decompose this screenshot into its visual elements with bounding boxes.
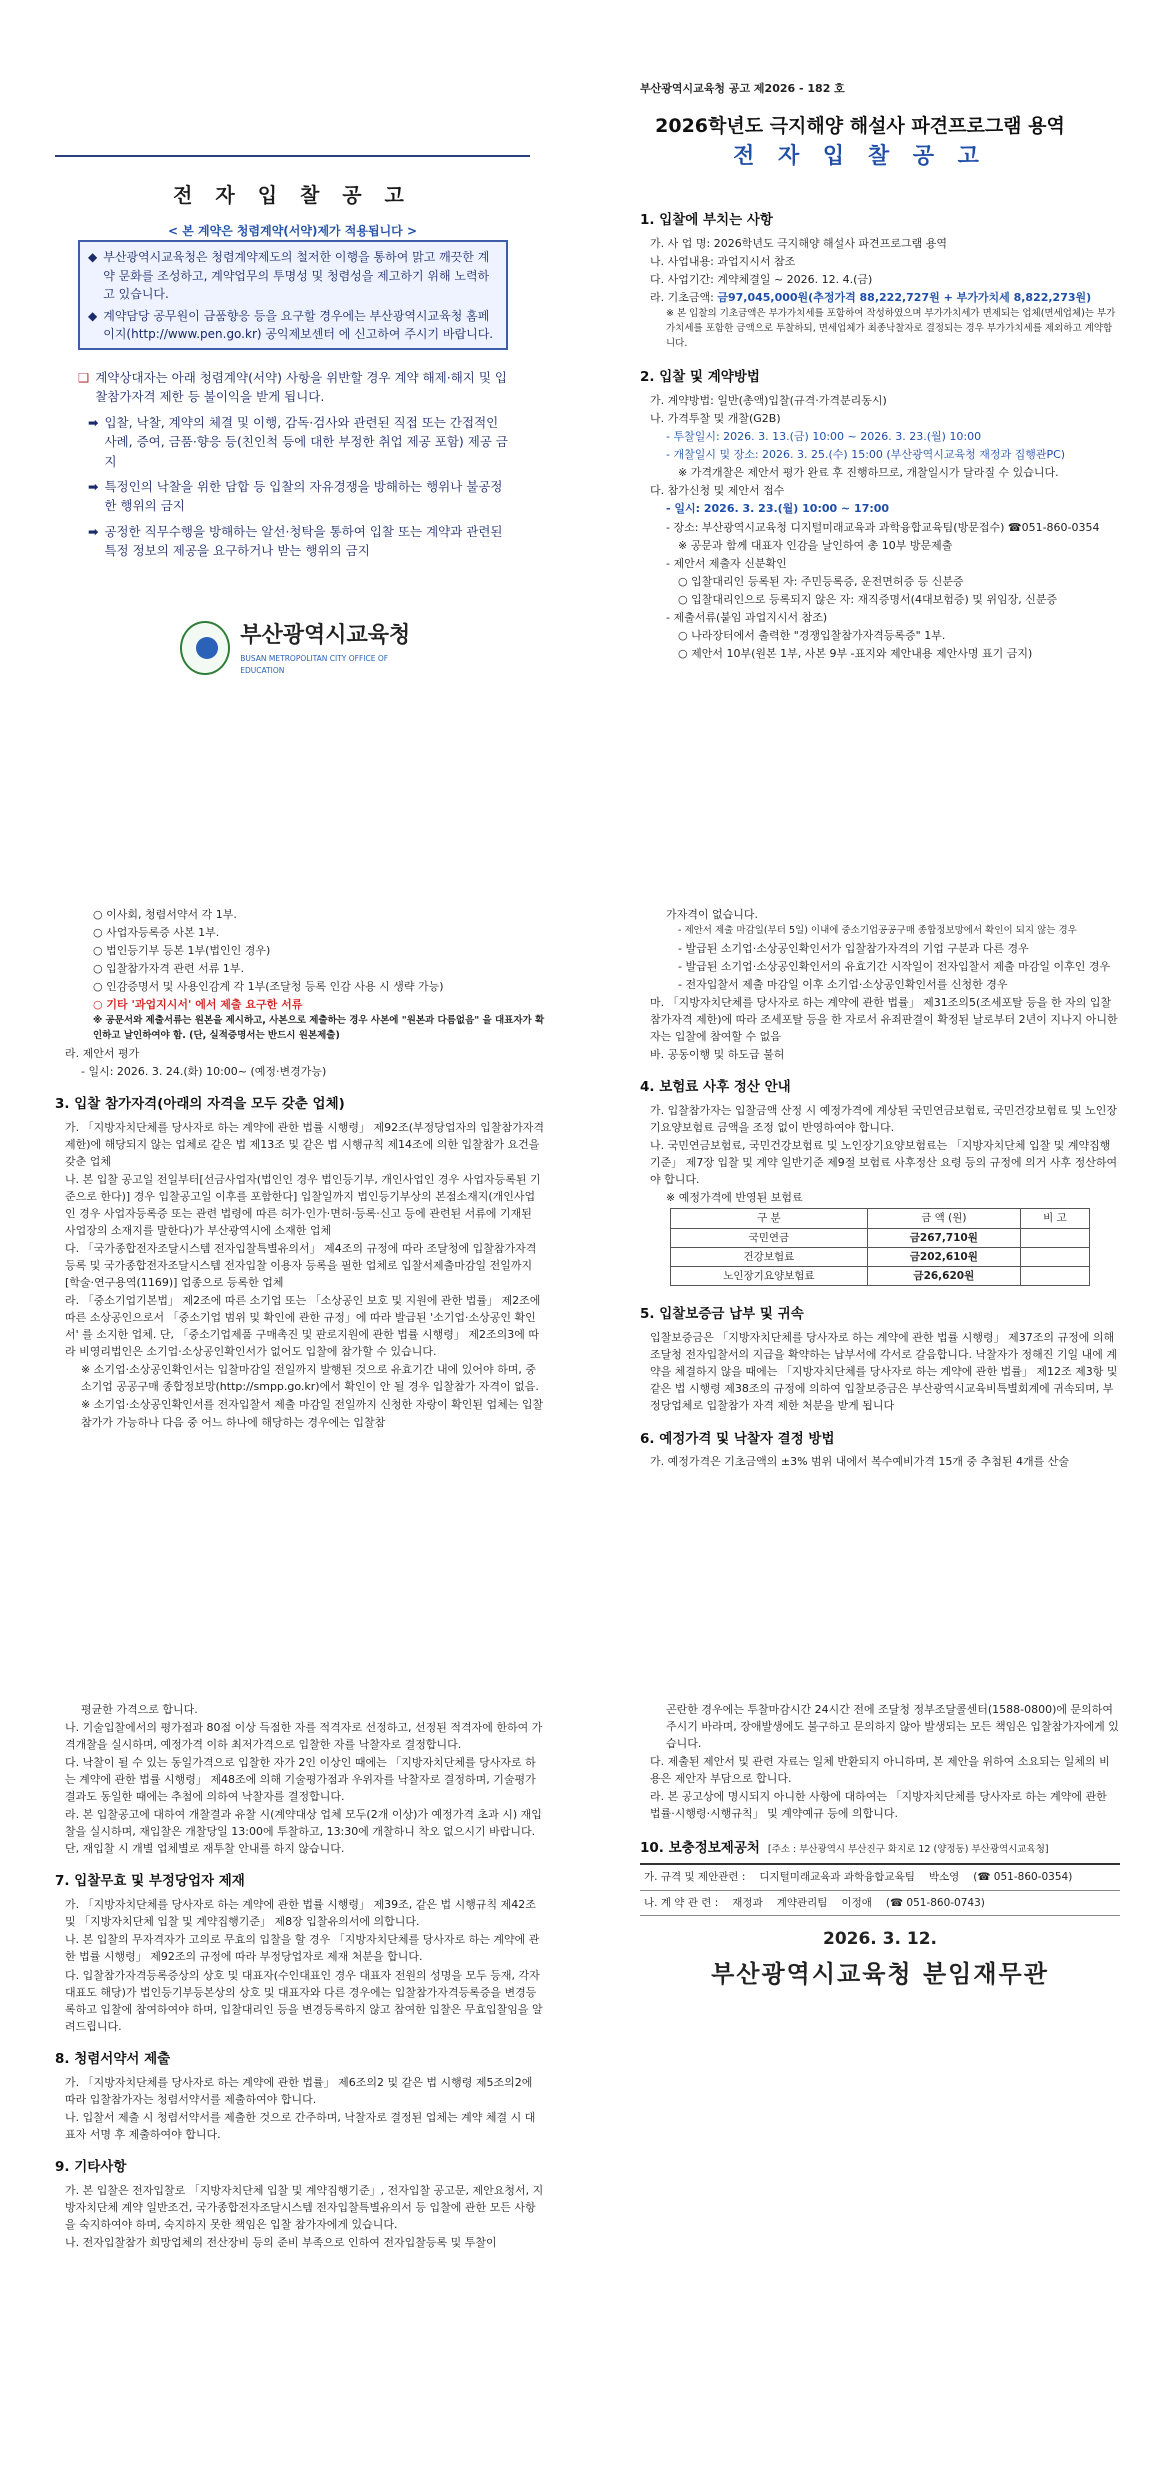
section-line: 가. 계약방법: 일반(총액)입찰(규격·가격분리동시) xyxy=(650,394,887,408)
contact-address: [주소 : 부산광역시 부산진구 화지로 12 (양정동) 부산광역시교육청] xyxy=(767,1844,1049,1856)
section-2-continued xyxy=(55,905,545,1432)
section-3-continued xyxy=(640,905,1120,1471)
section-line: 나. 가격투찰 및 개찰(G2B) xyxy=(650,412,781,426)
table-row: 국민연금 금267,710원 xyxy=(671,1228,1090,1247)
section-line: - 발급된 소기업·소상공인확인서가 입찰참가자격의 기업 구분과 다른 경우 xyxy=(678,941,1029,955)
section-note: ※ 가격개찰은 제안서 평가 완료 후 진행하므로, 개찰일시가 달라질 수 있습니다. xyxy=(678,466,1059,480)
contact-table xyxy=(640,1863,1120,1916)
section-title: 10. 보충정보제공처 xyxy=(640,1840,760,1857)
section-line: 가. 「지방자치단체를 당사자로 하는 계약에 관한 법률 시행령」 제92조(부정당업자의 입찰참가자격 제한)에 해당되지 않는 업체로 같은 법 제13조 및 같은 법 시행규칙 제14조에 의한 입찰참가 요건을 갖춘 업체 xyxy=(65,1120,545,1168)
diamond-icon: ◆ xyxy=(88,308,98,323)
section-title: 4. 보험료 사후 정산 안내 xyxy=(640,1079,791,1096)
logo-name: 부산광역시교육청 xyxy=(240,623,411,649)
opening-datetime: - 개찰일시 및 장소: 2026. 3. 25.(수) 15:00 (부산광역시교육청 재정과 집행관PC) xyxy=(666,448,1066,462)
section-note: ※ 공문과 함께 대표자 인감을 날인하여 총 10부 방문제출 xyxy=(678,538,953,552)
section-line: 라. 「중소기업기본법」 제2조에 따른 소기업 또는 「소상공인 보호 및 지원에 관한 법률」 제2조에 따른 소상공인으로서 「중소기업 범위 및 확인에 관한 규정」에 따라 발급된 '소기업·소상공인 확인서' 를 소지한 업체. 단, 「중소기업제품 구매촉진 및 판로지원에 관한 법률 시행령」 제2조의3에 따라 비영리법인은 소기업·소상공인확인서가 없어도 입찰에 참가할 수 있습니다. xyxy=(65,1294,541,1359)
section-line: 마. 「지방자치단체를 당사자로 하는 계약에 관한 법률」 제31조의5(조세포탈 등을 한 자의 입찰 참가자격 제한)에 따라 조세포탈 등을 한 자로서 유죄판결이 확정된 날로부터 2년이 지나지 아니한 자는 입찰에 참여할 수 없음 xyxy=(650,995,1118,1043)
table-row: 노인장기요양보험료 금26,620원 xyxy=(671,1267,1090,1286)
page-title: 2026학년도 극지해양 해설사 파견프로그램 용역 xyxy=(655,115,1065,137)
section-line: 다. 참가신청 및 제안서 접수 xyxy=(650,484,785,498)
section-1 xyxy=(640,200,1120,663)
section-line: 라. 본 입찰공고에 대하여 개찰결과 유찰 시(계약대상 업체 모두(2개 이상)가 예정가격 초과 시) 재입찰을 실시하며, 재입찰은 개찰당일 13:00에 투찰하고, 13:30에 개찰하니 착오 없으시기 바랍니다. 단, 재입찰 시 개별 업체별로 재투찰 안내를 하지 않습니다. xyxy=(65,1808,542,1856)
announcement-date: 2026. 3. 12. xyxy=(822,1928,937,1949)
office-logo xyxy=(180,618,420,678)
section-line: 나. 입찰서 제출 시 청렴서약서를 제출한 것으로 간주하며, 낙찰자로 결정된 업체는 계약 체결 시 대표자 서명 후 제출하여야 합니다. xyxy=(65,2110,536,2141)
table-row: 건강보험료 금202,610원 xyxy=(671,1247,1090,1266)
section-line: 가. 입찰참가자는 입찰금액 산정 시 예정가격에 계상된 국민연금보험료, 국민건강보험료 및 노인장기요양보험료 금액을 조정 없이 반영하여야 합니다. xyxy=(650,1104,1117,1135)
page-subtitle: 전 자 입 찰 공 고 xyxy=(733,144,987,169)
bid-period: - 투찰일시: 2026. 3. 13.(금) 10:00 ~ 2026. 3. 23.(월) 10:00 xyxy=(666,430,982,444)
section-note: ※ 소기업·소상공인확인서를 전자입찰서 제출 마감일 전일까지 신청한 자랑이 확인된 업체는 입찰참가가 가능하나 다음 중 어느 하나에 해당하는 경우에는 입찰참 xyxy=(81,1398,544,1429)
section-line: 가. 「지방자치단체를 당사자로 하는 계약에 관한 법률 시행령」 제39조, 같은 법 시행규칙 제42조 및 「지방자치단체 입찰 및 계약집행기준」 제8장 입찰유의서에 의합니다. xyxy=(65,1898,536,1929)
submission-datetime: - 일시: 2026. 3. 23.(월) 10:00 ~ 17:00 xyxy=(666,502,890,516)
integrity-notice-box xyxy=(78,240,508,350)
notice-box-item: ◆ 계약담당 공무원이 금품향응 등을 요구할 경우에는 부산광역시교육청 홈페이지(http://www.pen.go.kr) 공익제보센터 에 신고하여 주시기 바랍니다. xyxy=(88,307,498,344)
section-line: 평균한 가격으로 합니다. xyxy=(81,1703,198,1716)
section-line: ○ 사업자등록증 사본 1부. xyxy=(93,926,220,940)
bullet-icon: ❑ xyxy=(78,370,90,385)
arrow-icon: ➡ xyxy=(88,478,99,494)
title-rule xyxy=(55,155,530,157)
section-line: - 제안서 제출자 신분확인 xyxy=(666,556,787,570)
section-line: - 제안서 제출 마감일(부터 5일) 이내에 중소기업공공구매 종합정보망에서 확인이 되지 않는 경우 xyxy=(678,925,1077,937)
section-line: ○ 입찰참가자격 관련 서류 1부. xyxy=(93,962,244,976)
condition-item: ➡ 특정인의 낙찰을 위한 담합 등 입찰의 자유경쟁을 방해하는 행위나 불공정한 행위의 금지 xyxy=(78,477,508,516)
section-line: 바. 공동이행 및 하도급 불허 xyxy=(650,1048,785,1062)
section-line: - 제출서류(붙임 과업지시서 참조) xyxy=(666,610,828,624)
integrity-conditions xyxy=(78,362,508,566)
section-line: 다. 낙찰이 될 수 있는 동일가격으로 입찰한 자가 2인 이상인 때에는 「지방자치단체를 당사자로 하는 계약에 관한 법률 시행령」 제48조에 의해 기술평가점과 우위자를 낙찰자로 결정하며, 기술평가 결과도 동일한 때에는 추첨에 의하여 낙찰자를 결정합니다. xyxy=(65,1756,536,1804)
section-line: ○ 나라장터에서 출력한 "경쟁입찰참가자격등록증" 1부. xyxy=(678,628,946,642)
section-line: - 발급된 소기업·소상공인확인서의 유효기간 시작일이 전자입찰서 제출 마감일 이후인 경우 xyxy=(678,959,1111,973)
section-text: 입찰보증금은 「지방자치단체를 당사자로 하는 계약에 관한 법률 시행령」 제37조의 규정에 의해 조달청 전자입찰서의 지급을 확약하는 납부서에 각서로 갈음합니다. 낙찰자가 정해진 기일 내에 계약을 체결하지 않을 때에는 「지방자치단체를 당사자로 하는 계약에 관한 법률」 제12조 제3항 및 같은 법 시행령 제38조의 규정에 의하여 입찰보증금은 부산광역시교육비특별회계에 귀속되며, 부정당업체로 입찰참가 자격 제한 처분을 받게 됩니다 xyxy=(650,1331,1118,1413)
section-title: 6. 예정가격 및 낙찰자 결정 방법 xyxy=(640,1430,835,1447)
section-line: 다. 제출된 제안서 및 관련 자료는 일체 반환되지 아니하며, 본 제안을 위하여 소요되는 일체의 비용은 제안자 부담으로 합니다. xyxy=(650,1755,1110,1786)
insurance-table xyxy=(670,1208,1090,1286)
conditions-intro: ❑ 계약상대자는 아래 청렴계약(서약) 사항을 위반할 경우 계약 해제·해지 및 입찰참가자격 제한 등 불이익을 받게 됩니다. xyxy=(78,368,508,407)
logo-english-name: BUSAN METROPOLITAN CITY OFFICE OF EDUCATION xyxy=(240,654,389,676)
section-line: ○ 입찰대리인으로 등록되지 않은 자: 재직증명서(4대보험증) 및 위임장, 신분증 xyxy=(678,592,1058,606)
section-title: 8. 청렴서약서 제출 xyxy=(55,2050,171,2067)
section-line: 다. 사업기간: 계약체결일 ~ 2026. 12. 4.(금) xyxy=(650,273,873,287)
section-title: 5. 입찰보증금 납부 및 귀속 xyxy=(640,1306,804,1323)
section-line: ○ 기타 '과업지시서' 에서 제출 요구한 서류 xyxy=(93,998,303,1012)
section-line: 다. 「국가종합전자조달시스템 전자입찰특별유의서」 제4조의 규정에 따라 조달청에 입찰참가자격 등록 및 국가종합전자조달시스템 전자입찰 이용자 등록을 필한 업체로 입찰서제출마감일 전일까지 [학술·연구용역(1169)] 업종으로 등록한 업체 xyxy=(65,1242,537,1290)
section-line: 나. 본 입찰의 무자격자가 고의로 무효의 입찰을 할 경우 「지방자치단체를 당사자로 하는 계약에 관한 법률 시행령」 제92조의 규정에 따라 부정당업자로 제재 처분을 합니다. xyxy=(65,1933,540,1964)
notice-box-item: ◆ 부산광역시교육청은 청렴계약제도의 철저한 이행을 통하여 맑고 깨끗한 계약 문화를 조성하고, 계약업무의 투명성 및 청렴성을 제고하기 위해 노력하고 있습니다. xyxy=(88,248,498,304)
section-line: - 일시: 2026. 3. 24.(화) 10:00~ (예정·변경가능) xyxy=(81,1064,327,1078)
announcement-number: 부산광역시교육청 공고 제2026 - 182 호 xyxy=(640,82,845,95)
section-line: ○ 제안서 10부(원본 1부, 사본 9부 -표지와 제안내용 제안사명 표기 금지) xyxy=(678,646,1033,660)
section-6-continued xyxy=(55,1700,545,2252)
section-note: ※ 공문서와 제출서류는 원본을 제시하고, 사본으로 제출하는 경우 사본에 "원본과 다름없음" 을 대표자가 확인하고 날인하여야 함. (단, 실적증명서는 반드시 원본제출) xyxy=(93,1015,545,1041)
section-line: 나. 전자입찰참가 희망업체의 전산장비 등의 준비 부족으로 인하여 전자입찰등록 및 투찰이 xyxy=(65,2235,497,2249)
table-header-row: 구 분 금 액 (원) 비 고 xyxy=(671,1209,1090,1228)
submission-place: - 장소: 부산광역시교육청 디지털미래교육과 과학융합교육팀(방문접수) ☎051-860-0354 xyxy=(666,520,1100,534)
notice-title: 전 자 입 찰 공 고 xyxy=(173,183,412,207)
section-line: 가. 본 입찰은 전자입찰로 「지방자치단체 입찰 및 계약집행기준」, 전자입찰 공고문, 제안요청서, 지방자치단체 계약 일반조건, 국가종합전자조달시스템 전자입찰특별유의서 등 입찰에 관한 모든 사항을 숙지하여야 하며, 숙지하지 못한 책임은 입찰 참가자에게 있습니다. xyxy=(65,2183,544,2231)
contact-row: 가. 규격 및 제안관련 : 디지털미래교육과 과학융합교육팀 박소영 (☎ 051-860-0354) xyxy=(640,1865,1120,1890)
contact-header xyxy=(640,1838,1120,1859)
section-line: 가. 「지방자치단체를 당사자로 하는 계약에 관한 법률」 제6조의2 및 같은 법 시행령 제5조의2에 따라 입찰참가자는 청렴서약서를 제출하여야 합니다. xyxy=(65,2075,533,2106)
section-line: 다. 입찰참가자격등록증상의 상호 및 대표자(수인대표인 경우 대표자 전원의 성명을 모두 등재, 각자 대표도 해당)가 법인등기부등본상의 상호 및 대표자와 다른 경우에는 입찰참가자격등록증을 변경등록하고 입찰에 참여하여야 하며, 입찰대리인 등을 변경등록하지 않고 참여한 입찰은 무효입찰임을 알려드립니다. xyxy=(65,1968,543,2033)
condition-item: ➡ 공정한 직무수행을 방해하는 알선·청탁을 통하여 입찰 또는 계약과 관련된 특정 정보의 제공을 요구하거나 받는 행위의 금지 xyxy=(78,522,508,561)
section-line: ○ 입찰대리인 등록된 자: 주민등록증, 운전면허증 등 신분증 xyxy=(678,574,964,588)
section-line: 나. 기술입찰에서의 평가점과 80점 이상 득점한 자를 적격자로 선정하고, 선정된 적격자에 한하여 가격개찰을 실시하며, 예정가격 이하 최저가격으로 입찰한 자를 낙찰자로 결정합니다. xyxy=(65,1721,543,1752)
section-line: 나. 국민연금보험료, 국민건강보험료 및 노인장기요양보험료는 「지방자치단체 입찰 및 계약집행기준」 제7장 입찰 및 계약 일반기준 제9절 보험료 사후정산 요령 등의 규정에 의거 사후 정산하여야 합니다. xyxy=(650,1139,1118,1187)
contact-row: 나. 계 약 관 련 : 재정과 계약관리팀 이정애 (☎ 051-860-0743) xyxy=(640,1891,1120,1916)
section-title: 2. 입찰 및 계약방법 xyxy=(640,369,760,386)
section-title: 1. 입찰에 부치는 사항 xyxy=(640,212,773,228)
diamond-icon: ◆ xyxy=(88,250,98,264)
section-line: 곤란한 경우에는 투찰마감시간 24시간 전에 조달청 정부조달콜센터(1588-0800)에 문의하여 주시기 바라며, 장애발생에도 불구하고 문의하지 않아 발생되는 모든 책임은 입찰참가자에게 있습니다. xyxy=(666,1703,1119,1751)
section-line: ○ 법인등기부 등본 1부(법인인 경우) xyxy=(93,944,271,958)
section-line: - 전자입찰서 제출 마감일 이후 소기업·소상공인확인서를 신청한 경우 xyxy=(678,977,1008,991)
vat-note: ※ 본 입찰의 기초금액은 부가가치세를 포함하여 작성하였으며 부가가치세가 면제되는 업체(면세업체)는 부가가치세를 포함한 금액으로 투찰하되, 면세업체가 최종낙찰자로 결정되는 경우 부가가치세를 제외하고 계약합니다. xyxy=(666,308,1116,349)
condition-item: ➡ 입찰, 낙찰, 계약의 체결 및 이행, 감독·검사와 관련된 직접 또는 간접적인 사례, 증여, 금품·향응 등(친인척 등에 대한 부정한 취업 제공 포함) 제공 금지 xyxy=(78,413,508,471)
section-line: ○ 이사회, 청렴서약서 각 1부. xyxy=(93,908,237,921)
section-line: 가자격이 없습니다. xyxy=(666,908,759,921)
section-title: 9. 기타사항 xyxy=(55,2158,127,2175)
section-line: 가. 사 업 명: 2026학년도 극지해양 해설사 파견프로그램 용역 xyxy=(650,236,947,250)
section-note: ※ 소기업·소상공인확인서는 입찰마감일 전일까지 발행된 것으로 유효기간 내에 있어야 하며, 중소기업 공공구매 종합정보망(http://smpp.go.kr)에서 확인이 안 될 경우 입찰참가 자격이 없음. xyxy=(81,1363,539,1394)
base-price-line: 라. 기초금액: 금97,045,000원(추정가격 88,222,727원 + 부가가치세 8,822,273원) xyxy=(650,291,1092,305)
notice-subtitle: < 본 계약은 청렴계약(서약)제가 적용됩니다 > xyxy=(167,224,418,238)
issuing-organization: 부산광역시교육청 분임재무관 xyxy=(711,1960,1049,1989)
section-title: 7. 입찰무효 및 부정당업자 제재 xyxy=(55,1873,245,1890)
section-line: 나. 본 입찰 공고일 전일부터[선금사업자(법인인 경우 법인등기부, 개인사업인 경우 사업자등록된 기준으로 한다)] 경우 입찰공고일 이후를 포함한다] 입찰일까지 법인등기부상의 본점소재지(개인사업인 경우 사업자등록증 또는 관련 법령에 따른 허가·인가·면허·등록·신고 등에 관련된 서류에 기재된 사업장의 소재지를 말한다)가 부산광역시에 소재한 업체 xyxy=(65,1172,541,1238)
section-note: ※ 예정가격에 반영된 보험료 xyxy=(666,1191,803,1205)
section-line: 라. 본 공고상에 명시되지 아니한 사항에 대하여는 「지방자치단체를 당사자로 하는 계약에 관한 법률·시행령·시행규칙」 및 계약예규 등에 의합니다. xyxy=(650,1790,1107,1821)
section-text: 가. 예정가격은 기초금액의 ±3% 범위 내에서 복수예비가격 15개 중 추첨된 4개를 산술 xyxy=(650,1455,1070,1469)
section-9-continued xyxy=(640,1700,1120,1993)
section-line: 나. 사업내용: 과업지시서 참조 xyxy=(650,254,796,268)
arrow-icon: ➡ xyxy=(88,414,99,430)
section-line: ○ 인감증명서 및 사용인감계 각 1부(조달청 등록 인감 사용 시 생략 가능) xyxy=(93,980,444,994)
section-title: 3. 입찰 참가자격(아래의 자격을 모두 갖춘 업체) xyxy=(55,1095,345,1112)
office-seal-icon xyxy=(180,621,230,675)
section-line: 라. 제안서 평가 xyxy=(65,1046,140,1060)
arrow-icon: ➡ xyxy=(88,523,99,539)
